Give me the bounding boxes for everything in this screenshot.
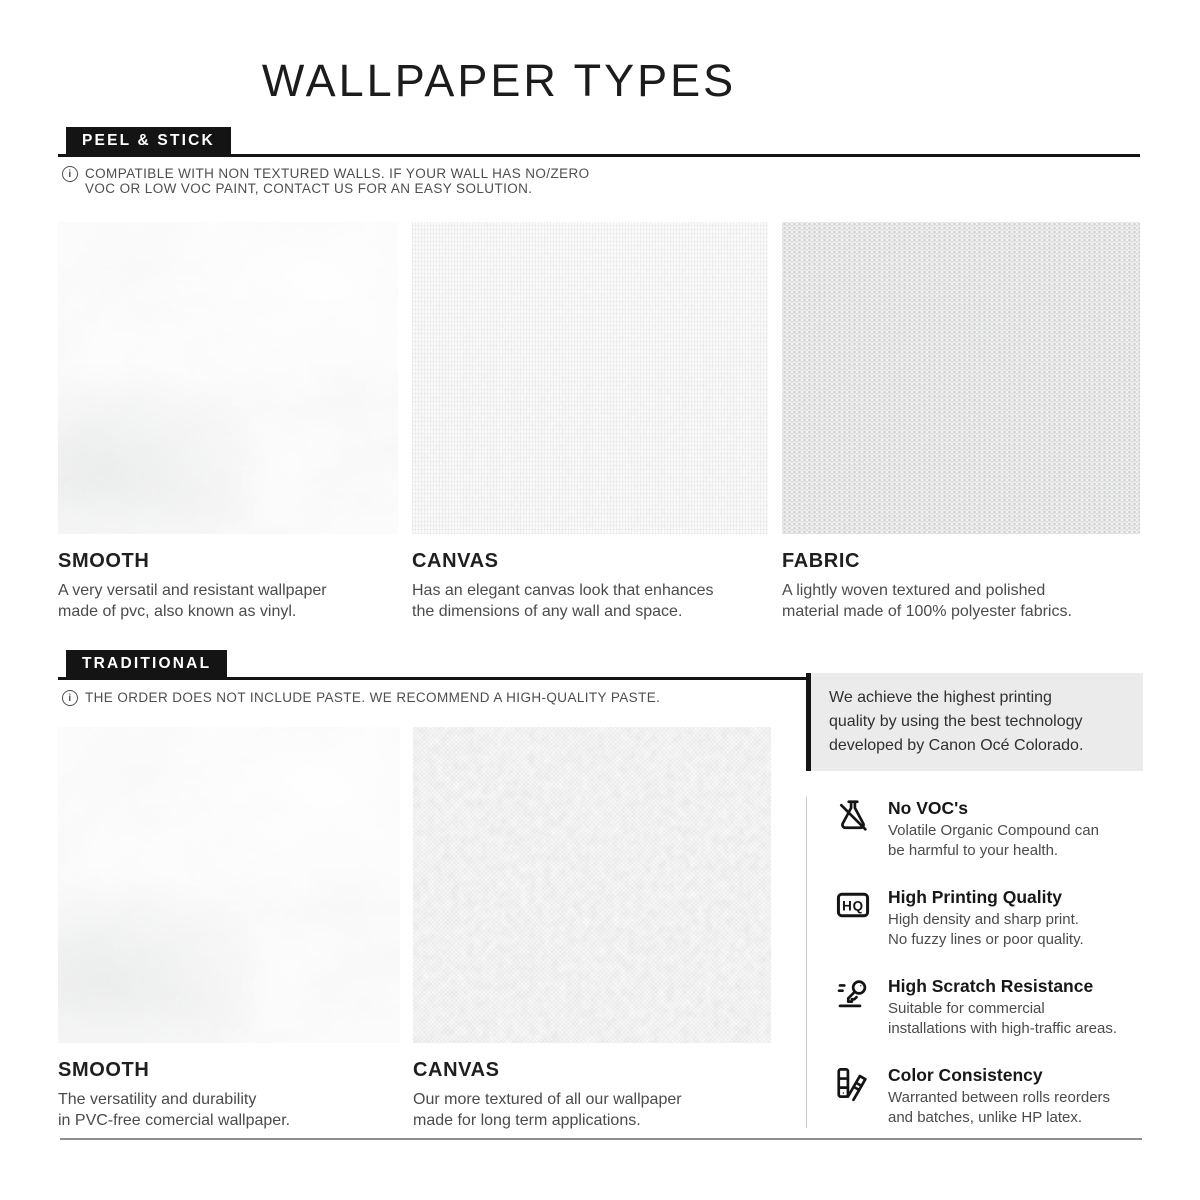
feature-color-consistency (834, 1064, 1151, 1128)
info-icon: i (62, 166, 78, 182)
bottom-divider (60, 1138, 1142, 1140)
info-icon: i (62, 690, 78, 706)
feature-high-scratch-resistance (834, 975, 1151, 1039)
swatch-smooth-traditional (58, 727, 400, 1131)
scratch-key-icon (834, 975, 872, 1013)
swatch-description: Has an elegant canvas look that enhances the dimensions of any wall and space. (412, 582, 714, 620)
peel-and-stick-section-header (58, 127, 1140, 157)
color-swatches-icon (834, 1064, 872, 1102)
feature-description: Warranted between rolls reorders and batches, unlike HP latex. (888, 1089, 1111, 1126)
canvas-texture-sample (412, 222, 768, 534)
feature-high-printing-quality (834, 886, 1151, 950)
feature-description: Suitable for commercial installations with high-traffic areas. (888, 1000, 1117, 1037)
swatch-fabric-peel-stick (782, 222, 1140, 622)
hq-quality-icon (834, 886, 872, 924)
traditional-badge: TRADITIONAL (66, 650, 227, 677)
feature-title: High Scratch Resistance (888, 976, 1094, 996)
page-title: WALLPAPER TYPES (261, 55, 737, 106)
feature-title: Color Consistency (888, 1065, 1043, 1085)
fabric-texture-sample (782, 222, 1140, 534)
swatch-name: CANVAS (413, 1059, 500, 1081)
swatch-name: FABRIC (782, 550, 861, 572)
swatch-canvas-traditional (413, 727, 771, 1131)
feature-list (806, 797, 1151, 1128)
printing-quality-quote (806, 673, 1143, 771)
note-text: COMPATIBLE WITH NON TEXTURED WALLS. IF YOUR WALL HAS NO/ZERO VOC OR LOW VOC PAINT, CONTACT US FOR AN EASY SOLUTION. (85, 166, 590, 196)
swatch-name: SMOOTH (58, 550, 150, 572)
smooth-texture-sample (58, 222, 398, 534)
swatch-name: CANVAS (412, 550, 499, 572)
feature-description: High density and sharp print. No fuzzy lines or poor quality. (888, 911, 1084, 948)
svg-text:HQ: HQ (842, 898, 864, 914)
peel-and-stick-note (62, 166, 590, 196)
feature-no-voc (834, 797, 1151, 861)
swatch-description: A very versatil and resistant wallpaper made of pvc, also known as vinyl. (58, 582, 327, 620)
swatch-canvas-peel-stick (412, 222, 768, 622)
smooth-texture-sample (58, 727, 400, 1043)
feature-description: Volatile Organic Compound can be harmful to your health. (888, 822, 1099, 859)
swatch-description: A lightly woven textured and polished material made of 100% polyester fabrics. (782, 582, 1072, 620)
peel-and-stick-swatch-row (58, 222, 1140, 622)
peel-and-stick-badge: PEEL & STICK (66, 127, 231, 154)
feature-title: High Printing Quality (888, 887, 1063, 907)
swatch-description: Our more textured of all our wallpaper made for long term applications. (413, 1091, 682, 1129)
feature-title: No VOC's (888, 798, 969, 818)
swatch-smooth-peel-stick (58, 222, 398, 622)
quote-text: We achieve the highest printing quality by using the best technology developed by Canon Océ Colorado. (829, 689, 1084, 754)
swatch-description: The versatility and durability in PVC-free comercial wallpaper. (58, 1091, 291, 1129)
rough-canvas-texture-sample (413, 727, 771, 1043)
swatch-name: SMOOTH (58, 1059, 150, 1081)
note-text: THE ORDER DOES NOT INCLUDE PASTE. WE RECOMMEND A HIGH-QUALITY PASTE. (85, 690, 661, 705)
no-voc-flask-icon (834, 797, 872, 835)
traditional-note (62, 690, 660, 706)
